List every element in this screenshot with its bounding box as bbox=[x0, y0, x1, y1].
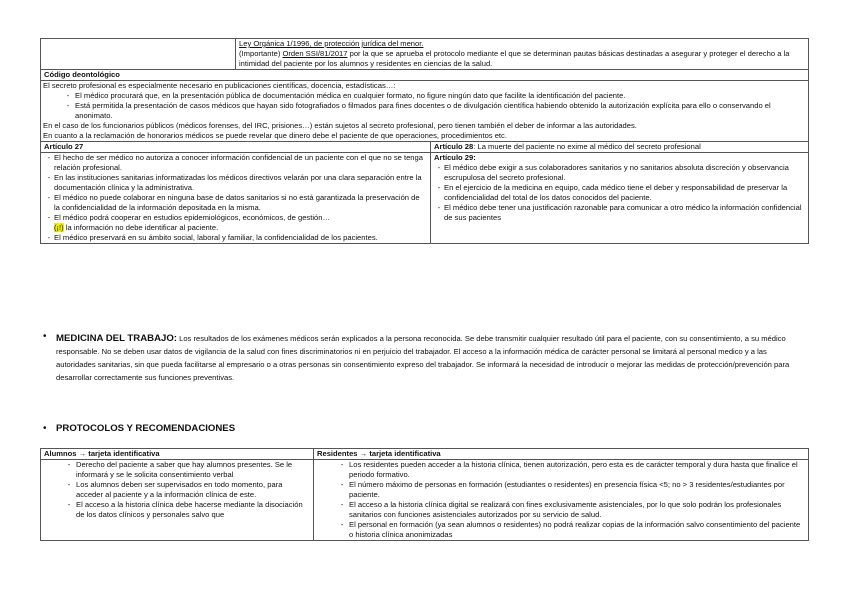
art29-title: Artículo 29: bbox=[434, 153, 476, 162]
residentes-item: - El acceso a la historia clínica digital se realizará con fines exclusivamente asistenciales, por lo que solo podrán los profesionales sanitarios con funciones asistenciales autorizados por su servicio de salud. bbox=[340, 500, 782, 519]
art27-item: - El médico no puede colaborar en ninguna base de datos sanitarios si no está garantizada la preservación de la confidencialidad de la información depositada en la misma. bbox=[47, 193, 420, 212]
code-body bbox=[41, 81, 809, 142]
protocolos-heading: PROTOCOLOS Y RECOMENDACIONES bbox=[56, 423, 236, 434]
art28-title: Artículo 28 bbox=[434, 142, 474, 151]
art27-item: - En las instituciones sanitarias informatizadas los médicos directivos velarán por una clara separación entre la documentación clínica y la administrativa. bbox=[47, 173, 422, 192]
art27-highlight-line bbox=[44, 223, 427, 233]
protocolos-section bbox=[43, 423, 808, 434]
residentes-body bbox=[314, 460, 809, 541]
art29-item: - El médico debe exigir a sus colaboradores sanitarios y no sanitarios absoluta discreción y observancia escrupulosa del secreto profesional. bbox=[437, 163, 789, 182]
law-line: Ley Orgánica 1/1996, de protección jurídica del menor. bbox=[239, 39, 424, 48]
protocolos-table-wrapper bbox=[40, 448, 808, 541]
highlight-rest: la información no debe identificar al paciente. bbox=[63, 223, 219, 232]
top-table-wrapper bbox=[40, 38, 808, 244]
articles-body-row bbox=[41, 153, 809, 244]
highlight-mark: (¡!) bbox=[54, 223, 64, 232]
officials-line: En el caso de los funcionarios públicos (médicos forenses, del IRC, prisiones…) están sujetos al secreto profesional, pero tienen también el deber de informar a las autoridades. bbox=[43, 121, 637, 130]
art27-body bbox=[41, 153, 431, 244]
residentes-header: Residentes → tarjeta identificativa bbox=[314, 449, 809, 460]
code-sub-item: - El médico procurará que, en la presentación pública de documentación médica en cualquier formato, no figure ningún dato que facilite la identificación del paciente. bbox=[66, 91, 626, 100]
art27-item: - El médico podrá cooperar en estudios epidemiológicos, económicos, de gestión… bbox=[47, 213, 331, 222]
art27-item: - El médico preservará en su ámbito social, laboral y familiar, la confidencialidad de los pacientes. bbox=[47, 233, 378, 242]
medicina-section bbox=[43, 331, 808, 384]
order-link[interactable]: Orden SSI/81/2017 bbox=[282, 49, 348, 58]
alumnos-item: - El acceso a la historia clínica debe hacerse mediante la disociación de los datos clínicos y personales salvo que bbox=[67, 500, 303, 519]
code-intro: El secreto profesional es especialmente necesario en publicaciones científicas, docencia, estadísticas…: bbox=[43, 81, 396, 90]
medicina-paragraph bbox=[56, 332, 808, 384]
code-body-row bbox=[41, 81, 809, 142]
law-empty-cell bbox=[41, 39, 236, 70]
fees-line: En cuanto a la reclamación de honorarios médicos se puede revelar que dinero debe el paciente de que operaciones, procedimientos etc. bbox=[43, 131, 507, 140]
alumnos-body bbox=[41, 460, 314, 541]
art29-body bbox=[431, 153, 809, 244]
residentes-item: - Los residentes pueden acceder a la historia clínica, tienen autorización, pero esta es de carácter temporal y dura hasta que finalice el periodo formativo. bbox=[340, 460, 798, 479]
art27-title: Artículo 27 bbox=[41, 142, 431, 153]
art28-cell bbox=[431, 142, 809, 153]
alumnos-item: - Derecho del paciente a saber que hay alumnos presentes. Se le informará y se le solicita consentimiento verbal bbox=[67, 460, 293, 479]
bullet-icon: • bbox=[43, 423, 47, 434]
art29-item: - En el ejercicio de la medicina en equipo, cada médico tiene el deber y responsabilidad de preservar la confidencialidad del total de los datos conocidos del paciente. bbox=[437, 183, 788, 202]
law-cell bbox=[236, 39, 809, 70]
legal-table bbox=[40, 38, 809, 244]
articles-title-row bbox=[41, 142, 809, 153]
bullet-icon: • bbox=[43, 331, 47, 342]
medicina-heading: MEDICINA DEL TRABAJO: bbox=[56, 333, 177, 344]
order-prefix: (Importante) bbox=[239, 49, 283, 58]
protocolos-body-row bbox=[41, 460, 809, 541]
medicina-text: Los resultados de los exámenes médicos serán explicados a la persona reconocida. Se debe transmitir cualquier resultado útil para el paciente, con su consentimiento, a su médico responsable. No se deben usar datos de vigilancia de la salud con fines discriminatorios ni en perjuicio del trabajador. El acceso a la información médica de carácter personal se limitará al personal medico y a las autoridades sanitarias, sin que pueda facilitarse al empresario o a otras personas sin consentimiento expreso del trabajador. Se informará la necesidad de introducir o mejorar las medidas de protección/prevención para desarrollar correctamente sus funciones preventivas. bbox=[56, 334, 790, 382]
protocolos-header-row bbox=[41, 449, 809, 460]
code-header: Código deontológico bbox=[41, 70, 809, 81]
alumnos-item: - Los alumnos deben ser supervisados en todo momento, para acceder al paciente y a la información clínica de este. bbox=[67, 480, 283, 499]
code-header-row bbox=[41, 70, 809, 81]
residentes-item: - El personal en formación (ya sean alumnos o residentes) no podrá realizar copias de la información salvo consentimiento del paciente o historia clínica anonimizadas bbox=[340, 520, 801, 539]
art29-item: - El médico debe tener una justificación razonable para comunicar a otro médico la información confidencial de sus pacientes bbox=[437, 203, 802, 222]
residentes-item: - El número máximo de personas en formación (estudiantes o residentes) en presencia física <5; no > 3 residentes/estudiantes por paciente. bbox=[340, 480, 785, 499]
protocolos-table bbox=[40, 448, 809, 541]
law-row bbox=[41, 39, 809, 70]
art27-item: - El hecho de ser médico no autoriza a conocer información confidencial de un paciente con el que no se tenga relación profesional. bbox=[47, 153, 423, 172]
order-text: por la que se aprueba el protocolo mediante el que se determinan pautas básicas destinadas a asegurar y proteger el derecho a la intimidad del paciente por los alumnos y residentes en ciencias de la salud. bbox=[239, 49, 790, 68]
art28-text: : La muerte del paciente no exime al médico del secreto profesional bbox=[473, 142, 701, 151]
alumnos-header: Alumnos → tarjeta identificativa bbox=[41, 449, 314, 460]
order-line bbox=[239, 49, 805, 69]
code-sub-item: - Está permitida la presentación de casos médicos que hayan sido fotografiados o filmados para fines docentes o de divulgación científica habiendo obtenido la autorización explícita para ello o conservando el anonimato. bbox=[66, 101, 771, 120]
